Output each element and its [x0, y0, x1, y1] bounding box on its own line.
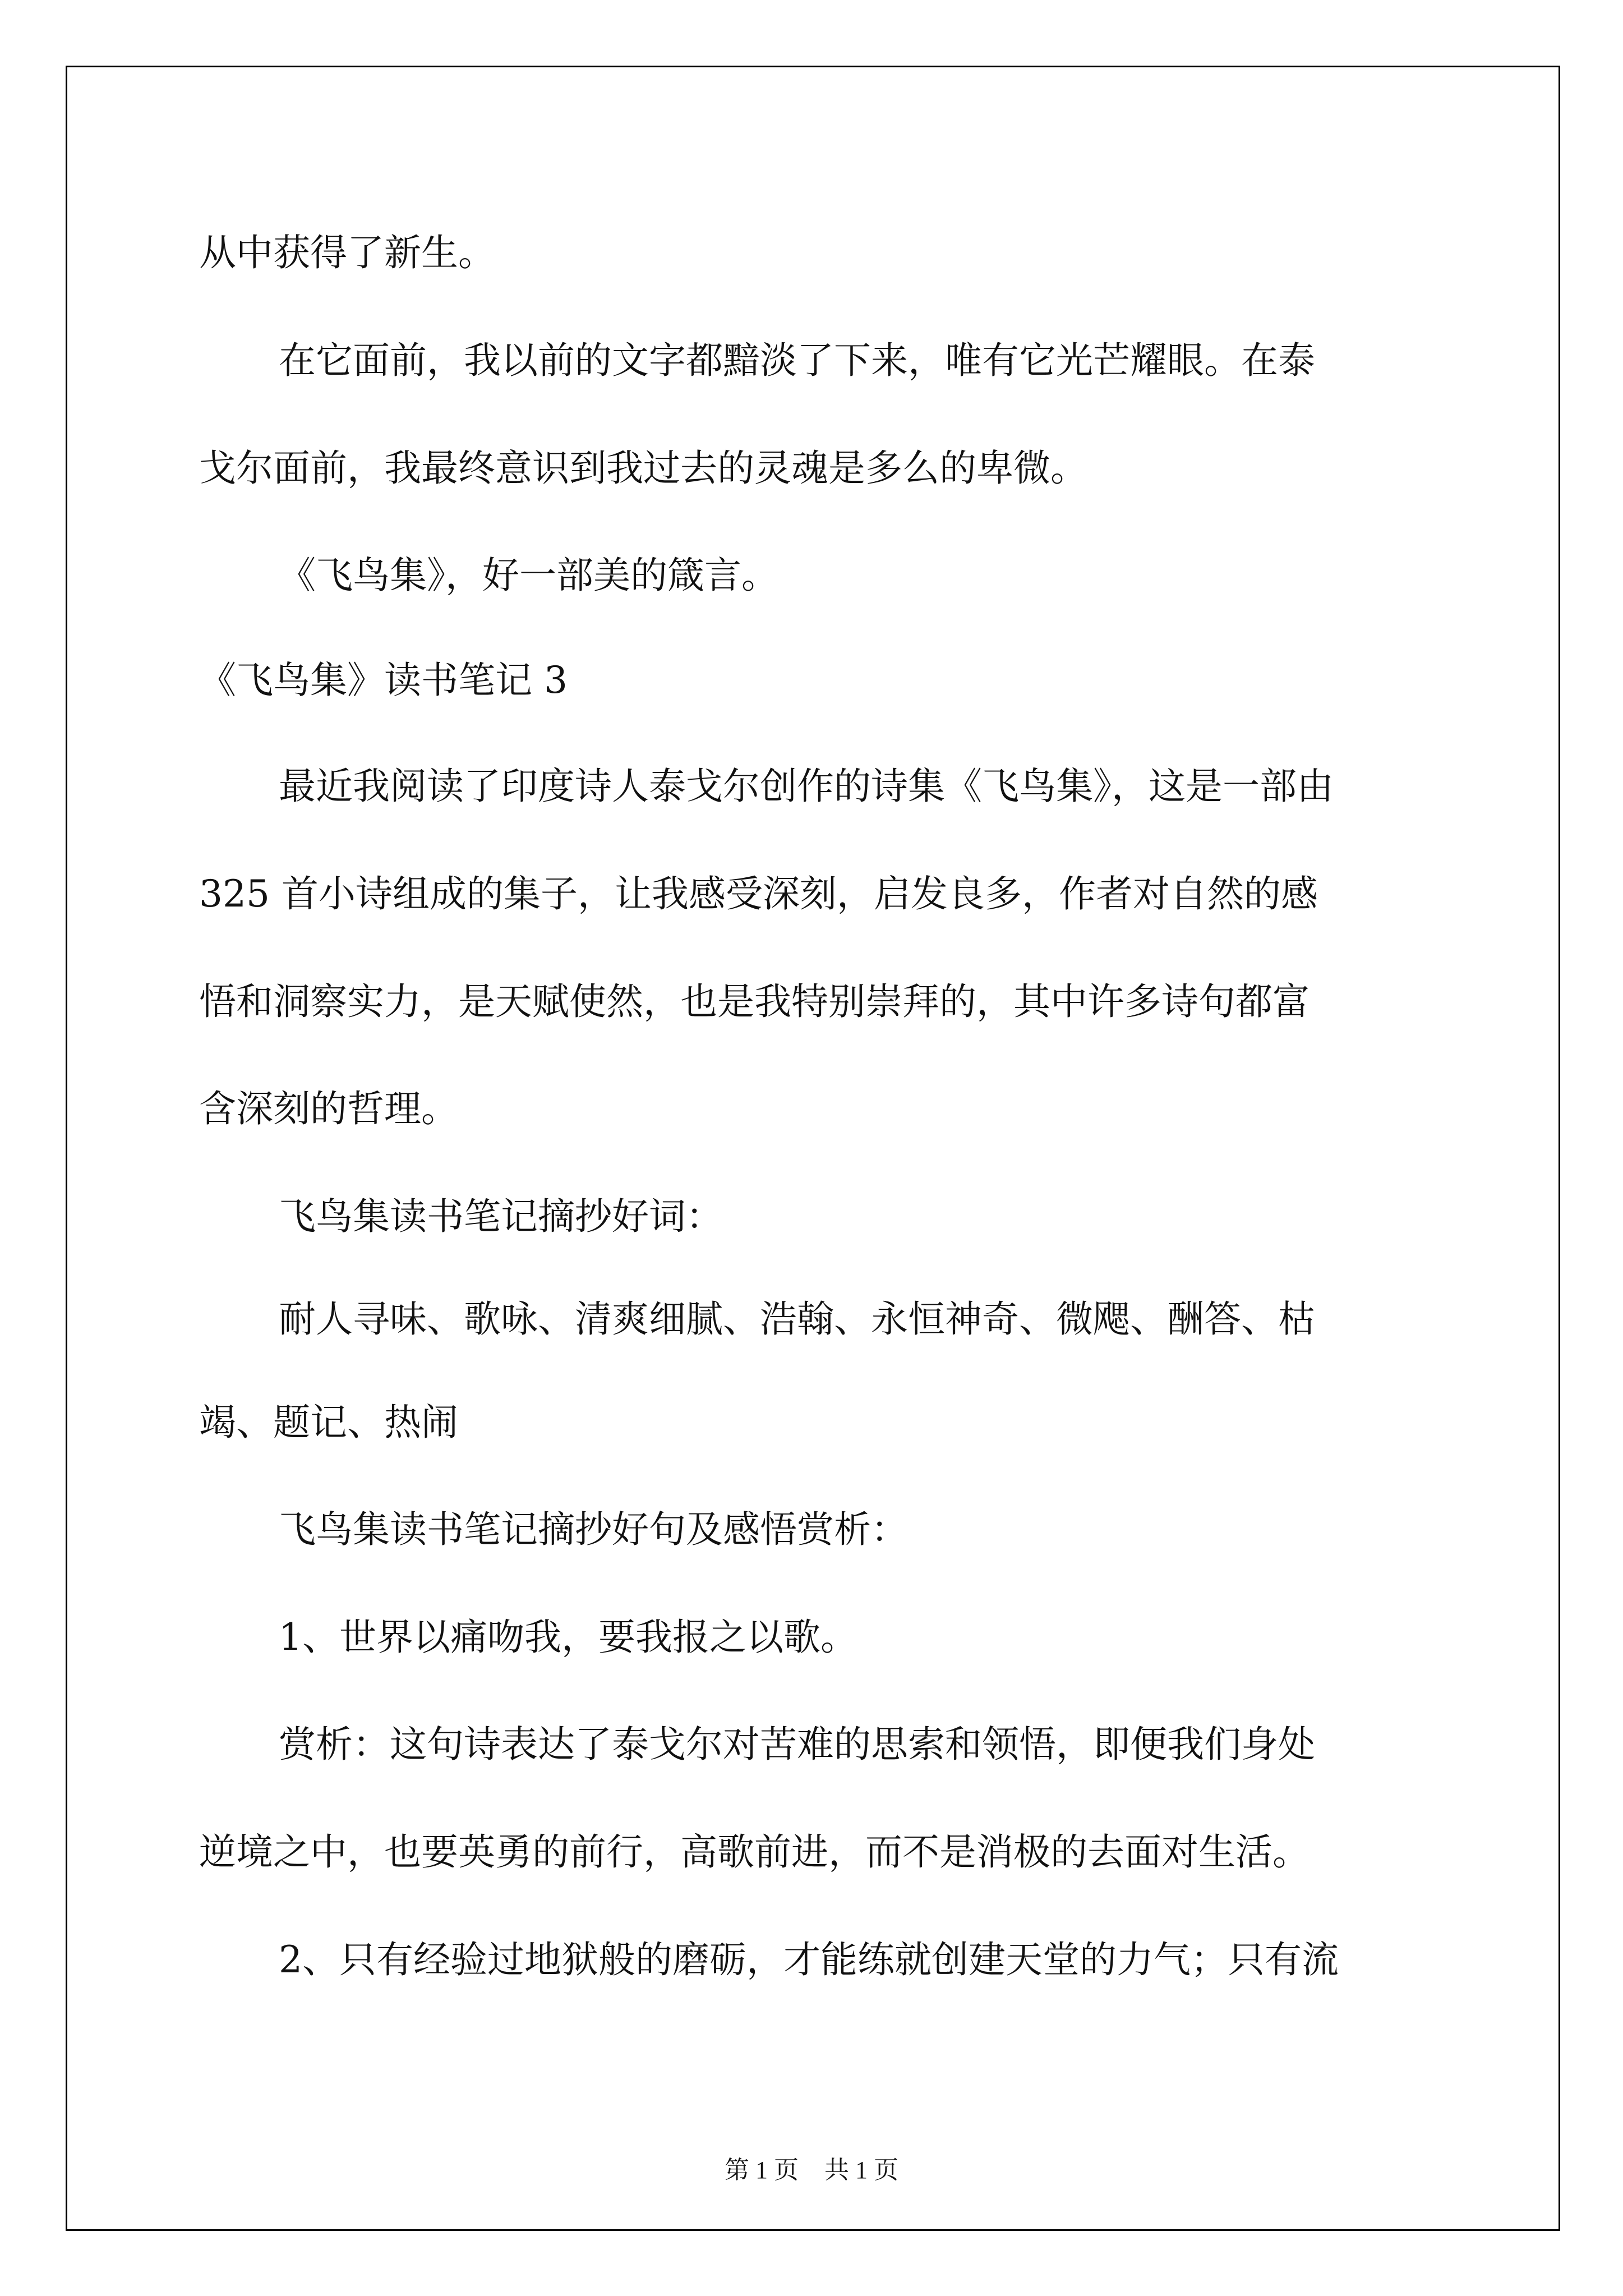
page-number: 第 1 页 [725, 2156, 799, 2184]
text-line: 赏析：这句诗表达了泰戈尔对苦难的思索和领悟，即便我们身处 [279, 1723, 1315, 1766]
text-line: 逆境之中，也要英勇的前行，高歌前进，而不是消极的去面对生活。 [199, 1830, 1310, 1874]
text-line: 2、只有经验过地狱般的磨砺，才能练就创建天堂的力气；只有流 [279, 1938, 1339, 1981]
section-heading: 《飞鸟集》读书笔记 3 [199, 659, 568, 702]
page-total: 共 1 页 [824, 2156, 898, 2184]
page-footer [0, 2150, 1623, 2185]
page-border [66, 66, 1560, 2231]
text-line: 最近我阅读了印度诗人泰戈尔创作的诗集《飞鸟集》，这是一部由 [279, 765, 1334, 808]
text-line: 戈尔面前，我最终意识到我过去的灵魂是多么的卑微。 [199, 447, 1087, 490]
text-line: 1、世界以痛吻我，要我报之以歌。 [279, 1616, 857, 1659]
text-line: 悟和洞察实力，是天赋使然，也是我特别崇拜的，其中许多诗句都富 [199, 980, 1310, 1023]
text-line: 耐人寻味、歌咏、清爽细腻、浩翰、永恒神奇、微飔、酬答、枯 [279, 1297, 1315, 1341]
text-line: 在它面前，我以前的文字都黯淡了下来，唯有它光芒耀眼。在泰 [279, 339, 1315, 382]
text-line: 飞鸟集读书笔记摘抄好句及感悟赏析： [279, 1508, 908, 1551]
text-line: 飞鸟集读书笔记摘抄好词： [279, 1195, 723, 1238]
text-line: 含深刻的哲理。 [199, 1087, 458, 1130]
text-line: 《飞鸟集》，好一部美的箴言。 [279, 554, 778, 597]
text-line: 从中获得了新生。 [199, 231, 495, 274]
text-line: 竭、题记、热闹 [199, 1401, 458, 1444]
text-line: 325 首小诗组成的集子，让我感受深刻，启发良多，作者对自然的感 [199, 872, 1318, 915]
